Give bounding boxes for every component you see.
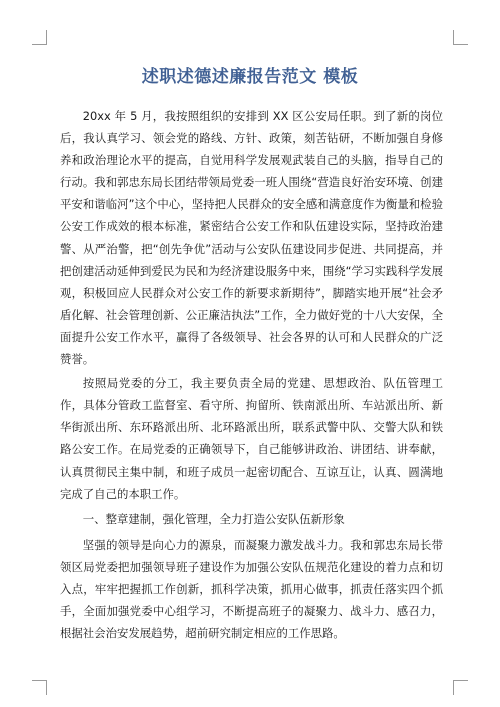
paragraph-leadership: 坚强的领导是向心力的源泉，而凝聚力激发战斗力。我和郭忠东局长带领区局党委把加强领导班子建设作为加强公安队伍规范化建设的着力点和切入点，牢牢把握抓工作创新，抓科学决策，抓用心做事，抓责任落实四个抓手，全面加强党委中心组学习，不断提高班子的凝聚力、战斗力、感召力，根据社会治安发展趋势，超前研究制定相应的工作思路。 [60, 537, 443, 641]
paragraph-responsibilities: 按照局党委的分工，我主要负责全局的党建、思想政治、队伍管理工作，具体分管政工监督室、看守所、拘留所、铁南派出所、车站派出所、新华街派出所、东环路派出所、北环路派出所，联系武警中队、交警大队和铁路公安工作。在局党委的正确领导下，自己能够讲政治、讲团结、讲奉献，认真贯彻民主集中制，和班子成员一起密切配合、互谅互让，认真、圆满地完成了自己的本职工作。 [60, 376, 443, 501]
crop-mark-top-right [453, 30, 468, 45]
document-title: 述职述德述廉报告范文 模板 [141, 67, 359, 87]
crop-mark-bottom-right [453, 680, 468, 695]
crop-mark-top-left [32, 30, 47, 45]
section-heading: 一、整章建制，强化管理，全力打造公安队伍新形象 [82, 511, 345, 526]
crop-mark-bottom-left [32, 680, 47, 695]
paragraph-intro: 20xx 年 5 月，我按照组织的安排到 XX 区公安局任职。到了新的岗位后，我认真学习、领会党的路线、方针、政策，刻苦钻研，不断加强自身修养和政治理论水平的提高，自觉用科学发展观武装自己的头脑，指导自己的行动。我和郭忠东局长团结带领局党委一班人围绕“营造良好治安环境、创建平安和谐临河”这个中心，坚持把人民群众的安全感和满意度作为衡量和检验公安工作成效的根本标准，紧密结合公安工作和队伍建设实际，坚持政治建警、从严治警，把“创先争优”活动与公安队伍建设同步促进、共同提高，并把创建活动延伸到爱民为民和为经济建设服务中来，围绕“学习实践科学发展观，积极回应人民群众对公安工作的新要求新期待”，脚踏实地开展“社会矛盾化解、社会管理创新、公正廉洁执法”工作，全力做好党的十八大安保，全面提升公安工作水平，赢得了各级领导、社会各界的认可和人民群众的广泛赞誉。 [60, 109, 443, 367]
document-body [60, 105, 443, 644]
